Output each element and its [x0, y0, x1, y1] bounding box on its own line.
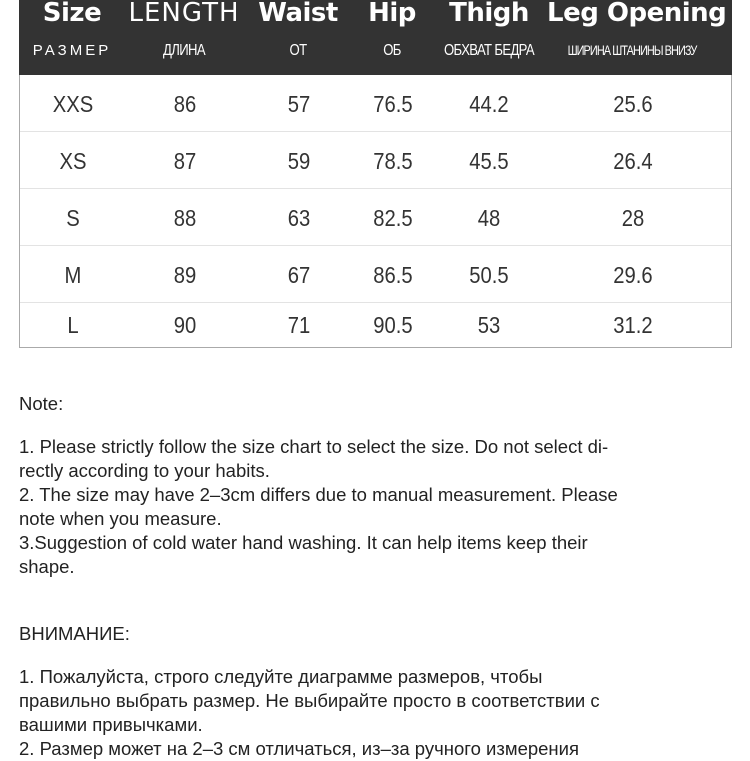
cell-waist: 59 — [287, 148, 311, 174]
table-row — [20, 246, 731, 303]
cell-hip: 90.5 — [373, 312, 413, 338]
cell-waist: 67 — [287, 262, 311, 288]
cell-waist: 63 — [287, 205, 311, 231]
note-line: shape. — [19, 556, 75, 577]
note-line: 1. Please strictly follow the size chart to select the size. Do not select di- — [19, 436, 609, 457]
size-table-header — [19, 0, 732, 75]
table-row — [20, 75, 731, 132]
header-en-leg-opening: Leg Opening — [547, 0, 727, 28]
header-ru-leg-opening: ШИРИНА ШТАНИНЫ ВНИЗУ — [567, 42, 697, 58]
note-line: 3.Suggestion of cold water hand washing. It can help items keep their — [19, 532, 588, 553]
table-row — [20, 189, 731, 246]
cell-waist: 71 — [287, 312, 311, 338]
cell-size: L — [67, 312, 79, 338]
cell-hip: 76.5 — [373, 91, 413, 117]
cell-length: 90 — [173, 312, 197, 338]
cell-size: S — [66, 205, 80, 231]
header-ru-length: ДЛИНА — [163, 42, 205, 59]
note-line: note when you measure. — [19, 508, 222, 529]
size-table-body — [19, 75, 732, 348]
header-ru-size: РАЗМЕР — [32, 42, 112, 59]
notes-english — [19, 392, 729, 579]
cell-waist: 57 — [287, 91, 311, 117]
header-col-thigh — [431, 0, 547, 75]
cell-thigh: 53 — [477, 312, 501, 338]
header-ru-waist: ОТ — [289, 42, 307, 59]
header-ru-thigh: ОБХВАТ БЕДРА — [444, 42, 534, 59]
notes-russian-title: ВНИМАНИЕ: — [19, 623, 130, 644]
note-line: rectly according to your habits. — [19, 460, 270, 481]
notes-russian — [19, 622, 729, 761]
cell-length: 86 — [173, 91, 197, 117]
cell-size: XS — [59, 148, 87, 174]
cell-thigh: 50.5 — [469, 262, 509, 288]
cell-leg-opening: 25.6 — [613, 91, 653, 117]
cell-length: 87 — [173, 148, 197, 174]
header-col-leg-opening — [547, 0, 727, 75]
header-col-size — [19, 0, 125, 75]
note-line: вашими привычками. — [19, 714, 203, 735]
cell-length: 89 — [173, 262, 197, 288]
cell-hip: 82.5 — [373, 205, 413, 231]
notes-english-title: Note: — [19, 393, 64, 414]
header-col-hip — [349, 0, 435, 75]
cell-leg-opening: 29.6 — [613, 262, 653, 288]
cell-hip: 78.5 — [373, 148, 413, 174]
header-ru-hip: ОБ — [383, 42, 401, 59]
header-en-thigh: Thigh — [449, 0, 529, 28]
note-line: 2. Размер может на 2–3 см отличаться, из–за ручного измерения — [19, 738, 580, 759]
cell-leg-opening: 31.2 — [613, 312, 653, 338]
cell-hip: 86.5 — [373, 262, 413, 288]
table-row — [20, 302, 731, 347]
header-col-length — [127, 0, 241, 75]
header-en-length: LENGTH — [128, 0, 240, 28]
header-en-size: Size — [42, 0, 102, 28]
cell-length: 88 — [173, 205, 197, 231]
cell-thigh: 44.2 — [469, 91, 509, 117]
cell-size: XXS — [52, 91, 94, 117]
cell-size: M — [64, 262, 82, 288]
note-line: правильно выбрать размер. Не выбирайте просто в соответствии с — [19, 690, 600, 711]
table-row — [20, 132, 731, 189]
note-line: 2. The size may have 2–3cm differs due to manual measurement. Please — [19, 484, 618, 505]
header-col-waist — [251, 0, 345, 75]
cell-thigh: 48 — [477, 205, 501, 231]
cell-leg-opening: 28 — [621, 205, 645, 231]
header-en-waist: Waist — [258, 0, 338, 28]
note-line: 1. Пожалуйста, строго следуйте диаграмме размеров, чтобы — [19, 666, 543, 687]
cell-leg-opening: 26.4 — [613, 148, 653, 174]
header-en-hip: Hip — [368, 0, 416, 28]
cell-thigh: 45.5 — [469, 148, 509, 174]
